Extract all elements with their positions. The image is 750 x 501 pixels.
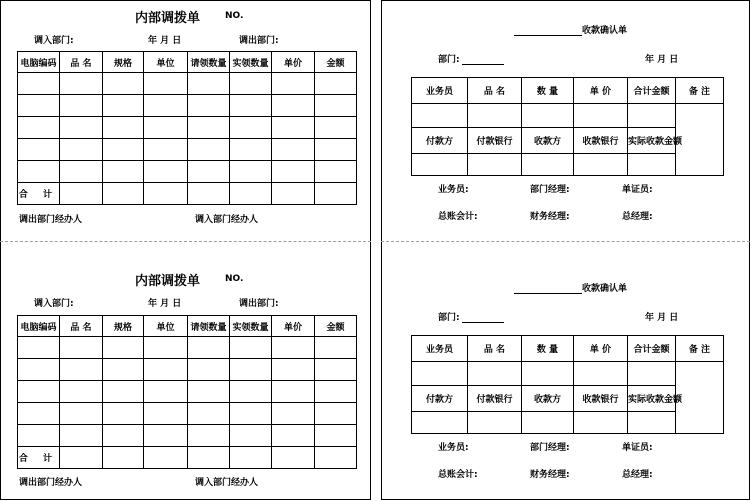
column-header: 电脑编码 (18, 316, 60, 337)
column-header: 付款银行 (468, 386, 522, 412)
column-header: 合计金额 (628, 336, 676, 362)
in-dept-label: 调入部门: (34, 299, 74, 309)
column-header: 金额 (315, 316, 357, 337)
column-header: 请领数量 (188, 316, 230, 337)
cut-line (0, 241, 371, 242)
column-header: 品 名 (60, 52, 103, 73)
column-header: 单价 (272, 52, 315, 73)
receipt-table (411, 77, 724, 176)
column-header: 单位 (144, 316, 188, 337)
finance-manager-label: 财务经理: (530, 470, 570, 480)
form-number-label: NO. (225, 11, 244, 21)
transfer-slip-panel (0, 0, 371, 500)
column-header: 业务员 (412, 336, 468, 362)
table-row (18, 161, 357, 183)
column-header: 数 量 (522, 78, 574, 104)
title-blank-line (514, 284, 582, 294)
column-header: 付款银行 (468, 128, 522, 154)
form-title: 内部调拨单 (135, 274, 201, 289)
column-header: 付款方 (412, 128, 468, 154)
column-header: 收款银行 (574, 128, 628, 154)
date-label: 年 月 日 (148, 36, 182, 46)
column-header: 单 价 (574, 336, 628, 362)
table-row (18, 403, 357, 425)
chief-accountant-label: 总账会计: (438, 212, 478, 222)
voucher-clerk-label: 单证员: (622, 185, 653, 195)
receipt-title: 收款确认单 (514, 281, 627, 294)
dept-label: 部门: (438, 310, 504, 323)
in-dept-label: 调入部门: (34, 36, 74, 46)
cut-line (381, 241, 750, 242)
table-row (18, 359, 357, 381)
table-row (18, 95, 357, 117)
transfer-form (1, 264, 370, 501)
receipt-form (382, 259, 749, 501)
column-header: 实际收款金额 (628, 128, 676, 154)
total-row (18, 447, 357, 469)
dept-manager-label: 部门经理: (530, 443, 570, 453)
salesperson-label: 业务员: (438, 443, 469, 453)
remark-header: 备 注 (676, 336, 724, 362)
table-row (18, 139, 357, 161)
general-manager-label: 总经理: (622, 470, 653, 480)
column-header: 请领数量 (188, 52, 230, 73)
form-title: 内部调拨单 (135, 11, 201, 26)
table-row (412, 104, 724, 128)
voucher-clerk-label: 单证员: (622, 443, 653, 453)
table-row (18, 337, 357, 359)
column-header: 收款方 (522, 128, 574, 154)
column-header: 付款方 (412, 386, 468, 412)
dept-manager-label: 部门经理: (530, 185, 570, 195)
column-header: 单位 (144, 52, 188, 73)
column-header: 品 名 (468, 78, 522, 104)
total-label: 合 计 (18, 183, 60, 205)
form-number-label: NO. (225, 274, 244, 284)
out-dept-label: 调出部门: (239, 299, 279, 309)
finance-manager-label: 财务经理: (530, 212, 570, 222)
column-header: 收款银行 (574, 386, 628, 412)
column-header: 合计金额 (628, 78, 676, 104)
out-handler-label: 调出部门经办人 (19, 478, 83, 488)
table-row (412, 362, 724, 386)
out-handler-label: 调出部门经办人 (19, 215, 83, 225)
salesperson-label: 业务员: (438, 185, 469, 195)
in-handler-label: 调入部门经办人 (195, 215, 259, 225)
column-header: 单 价 (574, 78, 628, 104)
receipt-slip-panel (381, 0, 750, 500)
dept-blank-line (462, 313, 504, 323)
table-row (18, 117, 357, 139)
table-row (412, 336, 724, 362)
out-dept-label: 调出部门: (239, 36, 279, 46)
remark-cell (676, 104, 724, 176)
table-row (18, 381, 357, 403)
in-handler-label: 调入部门经办人 (195, 478, 259, 488)
column-header: 规格 (103, 52, 144, 73)
date-label: 年 月 日 (645, 313, 679, 323)
general-manager-label: 总经理: (622, 212, 653, 222)
date-label: 年 月 日 (645, 55, 679, 65)
dept-blank-line (462, 55, 504, 65)
table-header (18, 52, 357, 73)
remark-cell (676, 362, 724, 434)
column-header: 实领数量 (230, 52, 272, 73)
remark-header: 备 注 (676, 78, 724, 104)
column-header: 收款方 (522, 386, 574, 412)
receipt-form (382, 1, 749, 241)
date-label: 年 月 日 (148, 299, 182, 309)
table-row (18, 425, 357, 447)
transfer-table (17, 315, 357, 469)
title-blank-line (514, 26, 582, 36)
column-header: 数 量 (522, 336, 574, 362)
dept-label: 部门: (438, 52, 504, 65)
column-header: 实领数量 (230, 316, 272, 337)
chief-accountant-label: 总账会计: (438, 470, 478, 480)
total-label: 合 计 (18, 447, 60, 469)
column-header: 业务员 (412, 78, 468, 104)
receipt-title: 收款确认单 (514, 23, 627, 36)
receipt-table (411, 335, 724, 434)
table-row (18, 73, 357, 95)
column-header: 品 名 (468, 336, 522, 362)
column-header: 电脑编码 (18, 52, 60, 73)
table-row (412, 78, 724, 104)
transfer-form (1, 1, 370, 241)
transfer-table (17, 51, 357, 205)
column-header: 规格 (103, 316, 144, 337)
table-header (18, 316, 357, 337)
column-header: 单价 (272, 316, 315, 337)
column-header: 实际收款金额 (628, 386, 676, 412)
column-header: 品 名 (60, 316, 103, 337)
column-header: 金额 (315, 52, 357, 73)
total-row (18, 183, 357, 205)
